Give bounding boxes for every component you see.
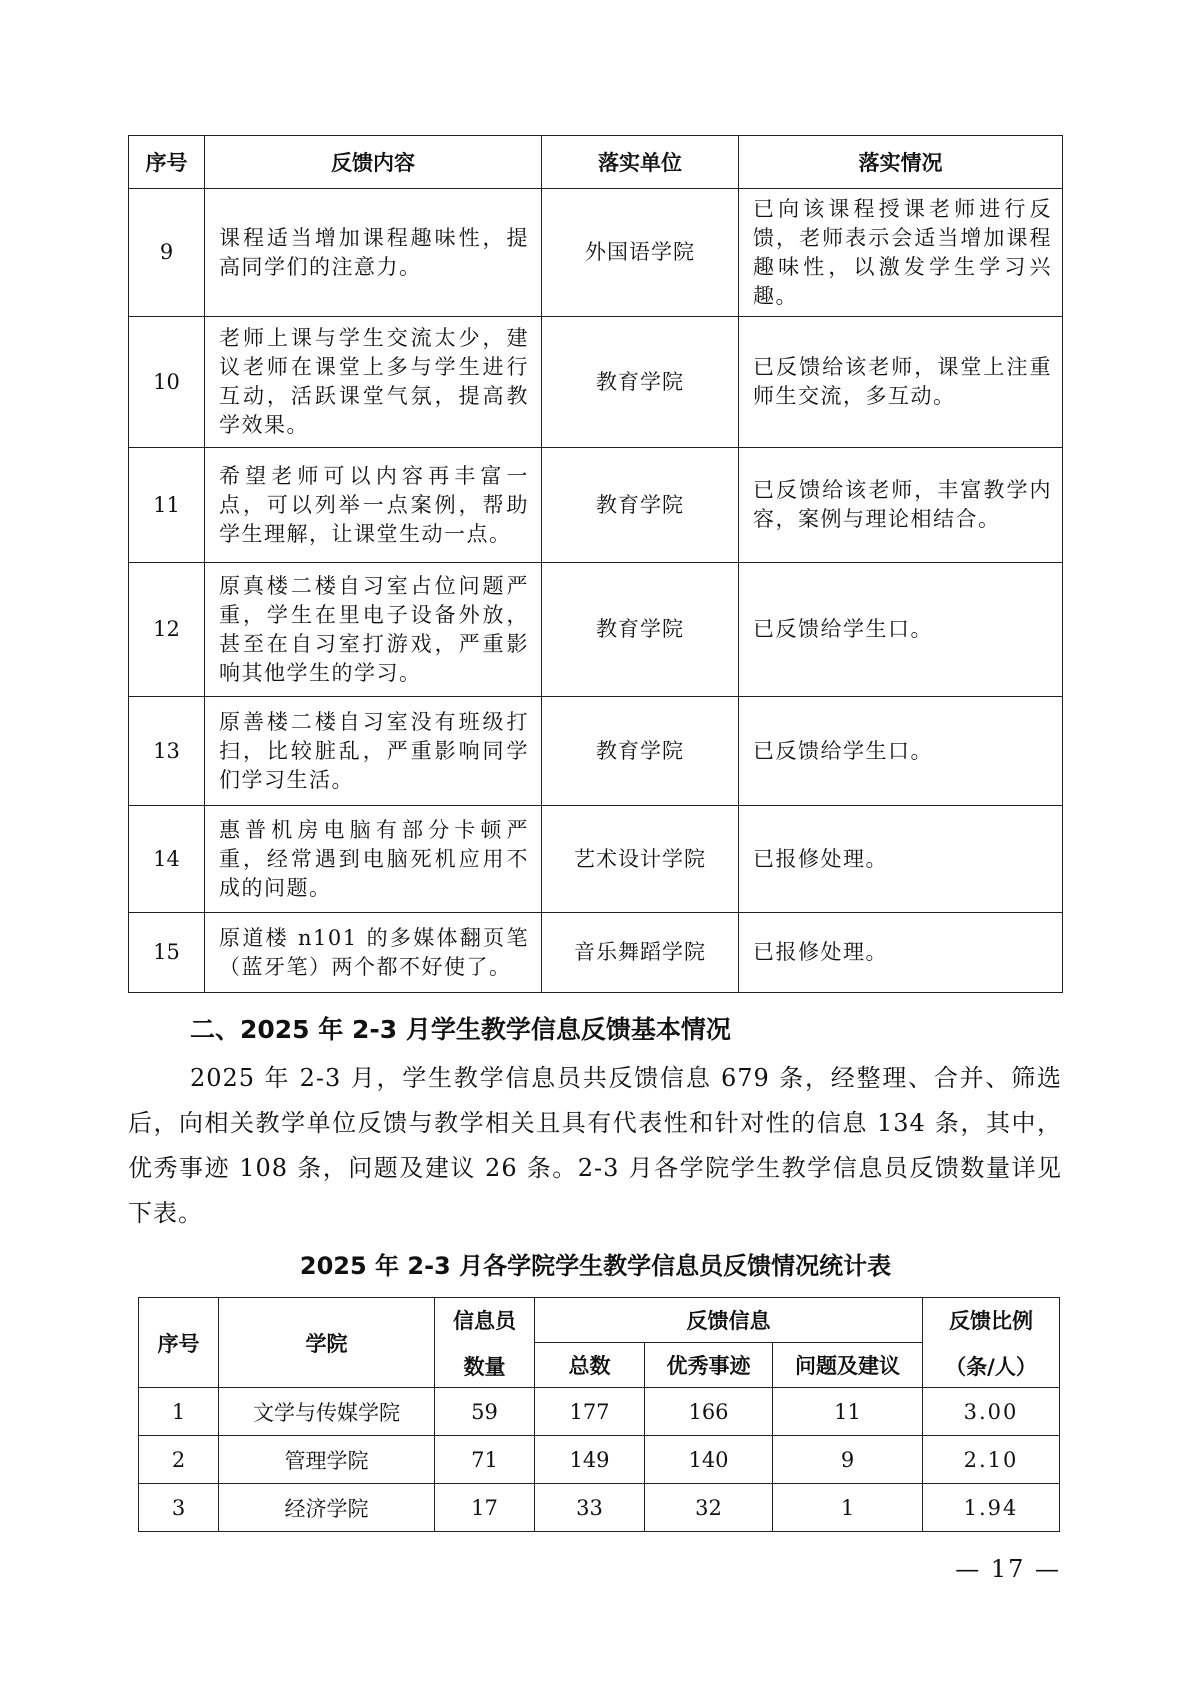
row-no: 10	[129, 317, 205, 448]
header-no: 序号	[129, 136, 205, 189]
table-row	[129, 563, 1063, 697]
row-no: 3	[139, 1484, 219, 1532]
row-content: 课程适当增加课程趣味性，提高同学们的注意力。	[205, 189, 542, 317]
row-unit: 教育学院	[542, 448, 739, 563]
row-status: 已报修处理。	[739, 806, 1063, 913]
header-college: 学院	[219, 1298, 435, 1388]
row-no: 15	[129, 913, 205, 993]
row-excellent: 166	[645, 1388, 773, 1436]
header-feedback-content: 反馈内容	[205, 136, 542, 189]
row-content: 希望老师可以内容再丰富一点，可以列举一点案例，帮助学生理解，让课堂生动一点。	[205, 448, 542, 563]
header-no: 序号	[139, 1298, 219, 1388]
table-header-row	[139, 1298, 1060, 1343]
row-informants: 71	[435, 1436, 535, 1484]
row-total: 149	[535, 1436, 645, 1484]
row-content: 原道楼 n101 的多媒体翻页笔（蓝牙笔）两个都不好使了。	[205, 913, 542, 993]
row-no: 12	[129, 563, 205, 697]
row-no: 13	[129, 697, 205, 806]
header-ratio-line2: （条/人）	[945, 1354, 1037, 1379]
row-issues: 9	[773, 1436, 923, 1484]
row-no: 1	[139, 1388, 219, 1436]
row-status: 已向该课程授课老师进行反馈，老师表示会适当增加课程趣味性，以激发学生学习兴趣。	[739, 189, 1063, 317]
row-no: 9	[129, 189, 205, 317]
row-excellent: 140	[645, 1436, 773, 1484]
header-informants-line1: 信息员	[453, 1308, 516, 1333]
header-unit: 落实单位	[542, 136, 739, 189]
row-ratio: 2.10	[923, 1436, 1060, 1484]
header-informants-line2: 数量	[463, 1354, 506, 1379]
row-unit: 外国语学院	[542, 189, 739, 317]
row-content: 原真楼二楼自习室占位问题严重，学生在里电子设备外放，甚至在自习室打游戏，严重影响其他学生的学习。	[205, 563, 542, 697]
body-paragraph: 2025 年 2-3 月，学生教学信息员共反馈信息 679 条，经整理、合并、筛选后，向相关教学单位反馈与教学相关且具有代表性和针对性的信息 134 条，其中，优秀事迹 108 条，问题及建议 26 条。2-3 月各学院学生教学信息员反馈数量详见下表。	[128, 1064, 1062, 1227]
row-content: 惠普机房电脑有部分卡顿严重，经常遇到电脑死机应用不成的问题。	[205, 806, 542, 913]
section-heading: 二、2025 年 2-3 月学生教学信息反馈基本情况	[190, 1015, 731, 1044]
table-header-row	[129, 136, 1063, 189]
table-row	[129, 697, 1063, 806]
row-status: 已反馈给该老师，丰富教学内容，案例与理论相结合。	[739, 448, 1063, 563]
header-total: 总数	[535, 1343, 645, 1388]
row-status: 已报修处理。	[739, 913, 1063, 993]
row-informants: 59	[435, 1388, 535, 1436]
row-status: 已反馈给学生口。	[739, 563, 1063, 697]
row-issues: 11	[773, 1388, 923, 1436]
row-issues: 1	[773, 1484, 923, 1532]
row-total: 33	[535, 1484, 645, 1532]
table-row	[139, 1388, 1060, 1436]
table-row	[129, 189, 1063, 317]
row-ratio: 3.00	[923, 1388, 1060, 1436]
table-row	[129, 913, 1063, 993]
header-excellent: 优秀事迹	[645, 1343, 773, 1388]
header-ratio	[923, 1298, 1060, 1388]
row-college: 文学与传媒学院	[219, 1388, 435, 1436]
statistics-table	[138, 1297, 1060, 1532]
row-excellent: 32	[645, 1484, 773, 1532]
row-no: 11	[129, 448, 205, 563]
row-college: 管理学院	[219, 1436, 435, 1484]
row-unit: 艺术设计学院	[542, 806, 739, 913]
row-status: 已反馈给该老师，课堂上注重师生交流，多互动。	[739, 317, 1063, 448]
row-status: 已反馈给学生口。	[739, 697, 1063, 806]
header-status: 落实情况	[739, 136, 1063, 189]
row-unit: 教育学院	[542, 317, 739, 448]
header-ratio-line1: 反馈比例	[949, 1308, 1034, 1333]
row-college: 经济学院	[219, 1484, 435, 1532]
header-informants	[435, 1298, 535, 1388]
row-ratio: 1.94	[923, 1484, 1060, 1532]
header-feedback-group: 反馈信息	[535, 1298, 923, 1343]
table-row	[139, 1436, 1060, 1484]
feedback-table	[128, 135, 1063, 993]
table-row	[129, 448, 1063, 563]
table-row	[129, 806, 1063, 913]
row-total: 177	[535, 1388, 645, 1436]
row-informants: 17	[435, 1484, 535, 1532]
row-unit: 教育学院	[542, 563, 739, 697]
table-row	[139, 1484, 1060, 1532]
row-unit: 音乐舞蹈学院	[542, 913, 739, 993]
row-no: 14	[129, 806, 205, 913]
row-unit: 教育学院	[542, 697, 739, 806]
row-no: 2	[139, 1436, 219, 1484]
page-number: — 17 —	[955, 1555, 1061, 1583]
table-row	[129, 317, 1063, 448]
table-caption: 2025 年 2-3 月各学院学生教学信息员反馈情况统计表	[299, 1252, 892, 1280]
header-issues: 问题及建议	[773, 1343, 923, 1388]
row-content: 原善楼二楼自习室没有班级打扫，比较脏乱，严重影响同学们学习生活。	[205, 697, 542, 806]
row-content: 老师上课与学生交流太少，建议老师在课堂上多与学生进行互动，活跃课堂气氛，提高教学效果。	[205, 317, 542, 448]
